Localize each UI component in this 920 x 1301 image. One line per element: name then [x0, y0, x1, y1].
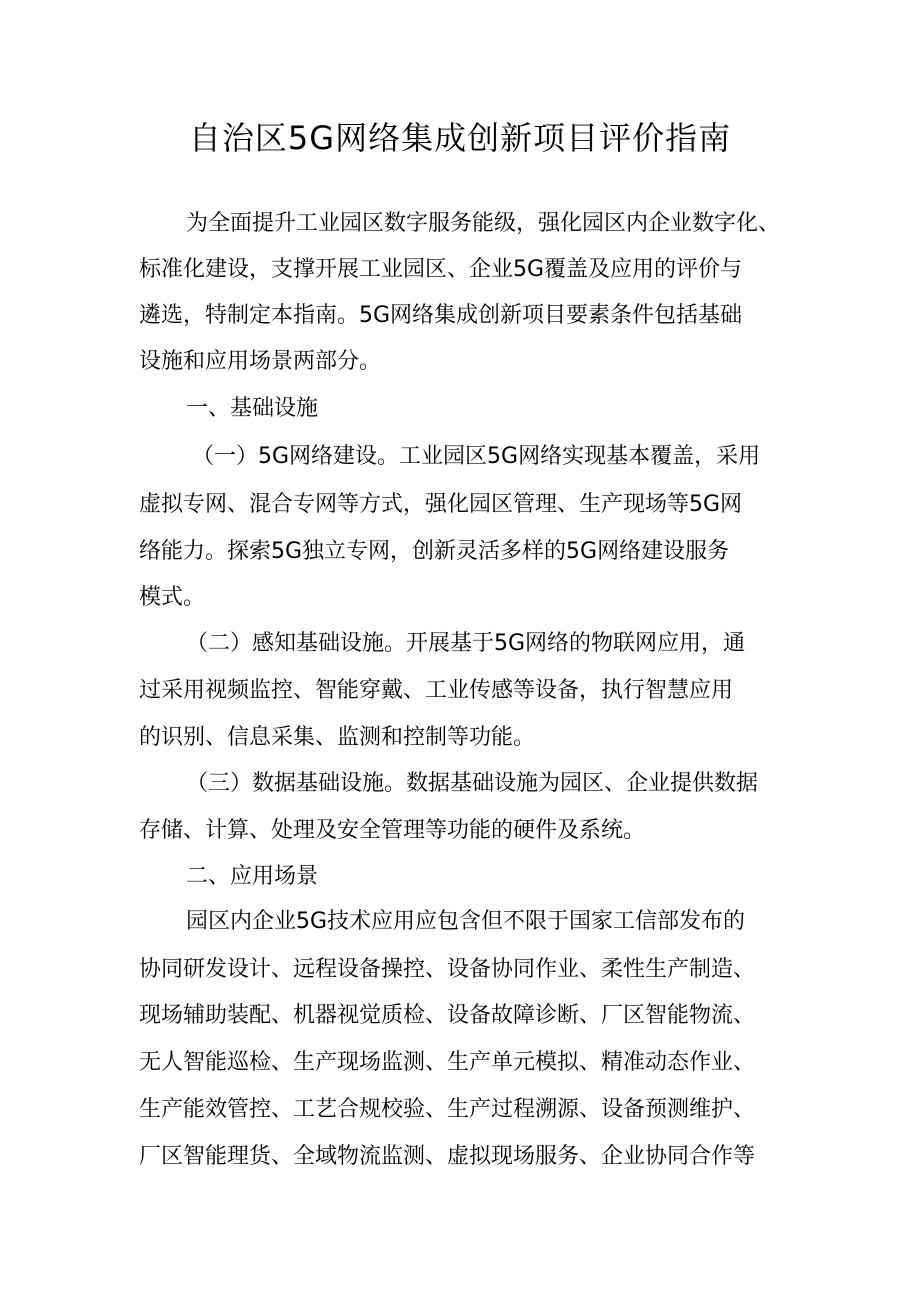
paragraph-line: （一）5G网络建设。工业园区5G网络实现基本覆盖，采用	[192, 444, 761, 469]
paragraph-line: 络能力。探索5G独立专网，创新灵活多样的5G网络建设服务	[139, 539, 730, 564]
paragraph-line: 厂区智能理货、全域物流监测、虚拟现场服务、企业协同合作等	[139, 1144, 756, 1169]
section-heading: 一、基础设施	[186, 396, 319, 421]
paragraph-line: （二）感知基础设施。开展基于5G网络的物联网应用，通	[186, 631, 746, 656]
paragraph-line: 模式。	[139, 585, 206, 610]
paragraph-line: 现场辅助装配、机器视觉质检、设备故障诊断、厂区智能物流、	[139, 1003, 756, 1028]
paragraph-line: 为全面提升工业园区数字服务能级，强化园区内企业数字化、	[186, 211, 781, 236]
paragraph-line: 遴选，特制定本指南。5G网络集成创新项目要素条件包括基础	[139, 303, 743, 328]
paragraph-line: 园区内企业5G技术应用应包含但不限于国家工信部发布的	[186, 909, 746, 934]
paragraph-line: 无人智能巡检、生产现场监测、生产单元模拟、精准动态作业、	[139, 1050, 756, 1075]
paragraph-line: 的识别、信息采集、监测和控制等功能。	[139, 725, 536, 750]
paragraph-line: 设施和应用场景两部分。	[139, 349, 382, 374]
section-heading: 二、应用场景	[186, 864, 319, 889]
paragraph-line: 过采用视频监控、智能穿戴、工业传感等设备，执行智慧应用	[139, 678, 734, 703]
paragraph-line: 生产能效管控、工艺合规校验、生产过程溯源、设备预测维护、	[139, 1097, 756, 1122]
paragraph-line: 标准化建设，支撑开展工业园区、企业5G覆盖及应用的评价与	[139, 257, 743, 282]
paragraph-line: 虚拟专网、混合专网等方式，强化园区管理、生产现场等5G网	[139, 492, 743, 517]
paragraph-line: （三）数据基础设施。数据基础设施为园区、企业提供数据	[186, 771, 759, 796]
paragraph-line: 存储、计算、处理及安全管理等功能的硬件及系统。	[139, 818, 646, 843]
paragraph-line: 协同研发设计、远程设备操控、设备协同作业、柔性生产制造、	[139, 957, 756, 982]
document-title: 自治区5G网络集成创新项目评价指南	[188, 119, 732, 157]
